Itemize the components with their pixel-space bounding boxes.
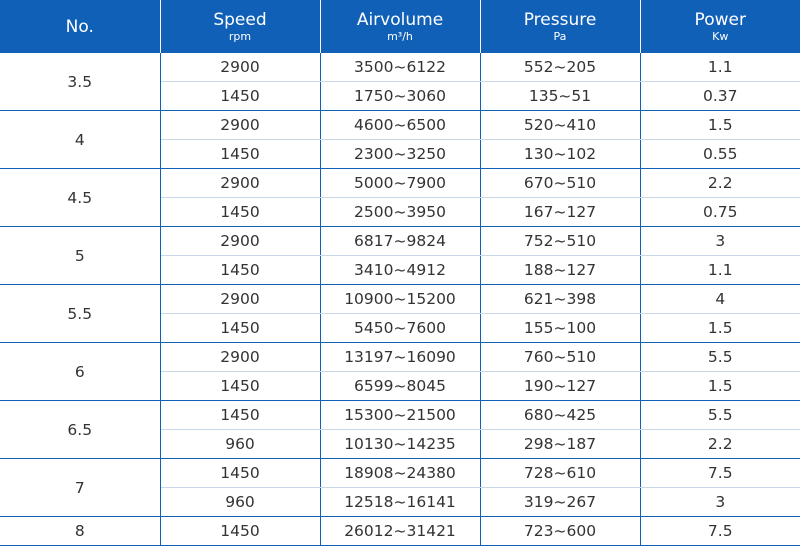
cell-no: 5	[0, 227, 160, 285]
cell-airvolume: 10130~14235	[320, 430, 480, 459]
cell-power: 2.2	[640, 430, 800, 459]
cell-airvolume: 5000~7900	[320, 169, 480, 198]
cell-speed: 1450	[160, 140, 320, 169]
table-row	[0, 285, 800, 314]
cell-airvolume: 6599~8045	[320, 372, 480, 401]
cell-no: 7	[0, 459, 160, 517]
cell-pressure: 319~267	[480, 488, 640, 517]
cell-power: 0.37	[640, 82, 800, 111]
cell-airvolume: 18908~24380	[320, 459, 480, 488]
cell-pressure: 723~600	[480, 517, 640, 546]
cell-pressure: 621~398	[480, 285, 640, 314]
cell-power: 4	[640, 285, 800, 314]
cell-airvolume: 2500~3950	[320, 198, 480, 227]
cell-pressure: 760~510	[480, 343, 640, 372]
cell-airvolume: 13197~16090	[320, 343, 480, 372]
cell-power: 3	[640, 227, 800, 256]
cell-speed: 1450	[160, 517, 320, 546]
cell-no: 4.5	[0, 169, 160, 227]
cell-pressure: 135~51	[480, 82, 640, 111]
header-pressure-unit: Pa	[553, 29, 567, 43]
header-speed	[160, 0, 320, 53]
cell-speed: 1450	[160, 82, 320, 111]
cell-no: 5.5	[0, 285, 160, 343]
table-row	[0, 53, 800, 82]
cell-airvolume: 10900~15200	[320, 285, 480, 314]
cell-speed: 2900	[160, 111, 320, 140]
header-power-unit: Kw	[712, 29, 729, 43]
cell-power: 1.1	[640, 256, 800, 285]
header-row	[0, 0, 800, 53]
header-airvolume	[320, 0, 480, 53]
cell-pressure: 670~510	[480, 169, 640, 198]
cell-airvolume: 3500~6122	[320, 53, 480, 82]
cell-airvolume: 26012~31421	[320, 517, 480, 546]
cell-airvolume: 5450~7600	[320, 314, 480, 343]
cell-speed: 1450	[160, 198, 320, 227]
table-row	[0, 401, 800, 430]
header-speed-unit: rpm	[228, 29, 252, 43]
cell-speed: 1450	[160, 256, 320, 285]
cell-speed: 2900	[160, 227, 320, 256]
cell-no: 8	[0, 517, 160, 546]
cell-pressure: 752~510	[480, 227, 640, 256]
cell-power: 1.5	[640, 372, 800, 401]
cell-speed: 960	[160, 488, 320, 517]
table-row	[0, 227, 800, 256]
table-row	[0, 111, 800, 140]
cell-pressure: 552~205	[480, 53, 640, 82]
cell-airvolume: 1750~3060	[320, 82, 480, 111]
cell-power: 0.55	[640, 140, 800, 169]
cell-power: 7.5	[640, 517, 800, 546]
cell-pressure: 728~610	[480, 459, 640, 488]
header-no	[0, 0, 160, 53]
table-row	[0, 459, 800, 488]
cell-pressure: 155~100	[480, 314, 640, 343]
cell-power: 7.5	[640, 459, 800, 488]
table-row	[0, 517, 800, 546]
cell-speed: 2900	[160, 343, 320, 372]
cell-speed: 2900	[160, 53, 320, 82]
cell-speed: 2900	[160, 169, 320, 198]
cell-speed: 1450	[160, 314, 320, 343]
cell-pressure: 130~102	[480, 140, 640, 169]
header-pressure-label: Pressure	[523, 9, 597, 30]
cell-power: 1.1	[640, 53, 800, 82]
header-speed-label: Speed	[213, 9, 267, 30]
cell-pressure: 680~425	[480, 401, 640, 430]
cell-power: 3	[640, 488, 800, 517]
cell-speed: 1450	[160, 372, 320, 401]
cell-power: 5.5	[640, 343, 800, 372]
cell-airvolume: 12518~16141	[320, 488, 480, 517]
header-airvolume-label: Airvolume	[356, 9, 444, 30]
table-row	[0, 343, 800, 372]
cell-airvolume: 6817~9824	[320, 227, 480, 256]
header-airvolume-unit: m³/h	[387, 29, 413, 43]
cell-airvolume: 3410~4912	[320, 256, 480, 285]
cell-pressure: 298~187	[480, 430, 640, 459]
cell-speed: 1450	[160, 401, 320, 430]
header-power-label: Power	[694, 9, 746, 30]
cell-pressure: 190~127	[480, 372, 640, 401]
cell-airvolume: 15300~21500	[320, 401, 480, 430]
cell-airvolume: 4600~6500	[320, 111, 480, 140]
cell-speed: 960	[160, 430, 320, 459]
cell-no: 4	[0, 111, 160, 169]
cell-power: 2.2	[640, 169, 800, 198]
cell-power: 5.5	[640, 401, 800, 430]
cell-no: 3.5	[0, 53, 160, 111]
header-pressure	[480, 0, 640, 53]
header-no-label: No.	[65, 16, 94, 37]
cell-no: 6	[0, 343, 160, 401]
cell-speed: 1450	[160, 459, 320, 488]
cell-power: 1.5	[640, 314, 800, 343]
cell-pressure: 167~127	[480, 198, 640, 227]
cell-speed: 2900	[160, 285, 320, 314]
cell-power: 0.75	[640, 198, 800, 227]
header-power	[640, 0, 800, 53]
cell-power: 1.5	[640, 111, 800, 140]
cell-no: 6.5	[0, 401, 160, 459]
table-row	[0, 169, 800, 198]
cell-pressure: 520~410	[480, 111, 640, 140]
cell-airvolume: 2300~3250	[320, 140, 480, 169]
cell-pressure: 188~127	[480, 256, 640, 285]
